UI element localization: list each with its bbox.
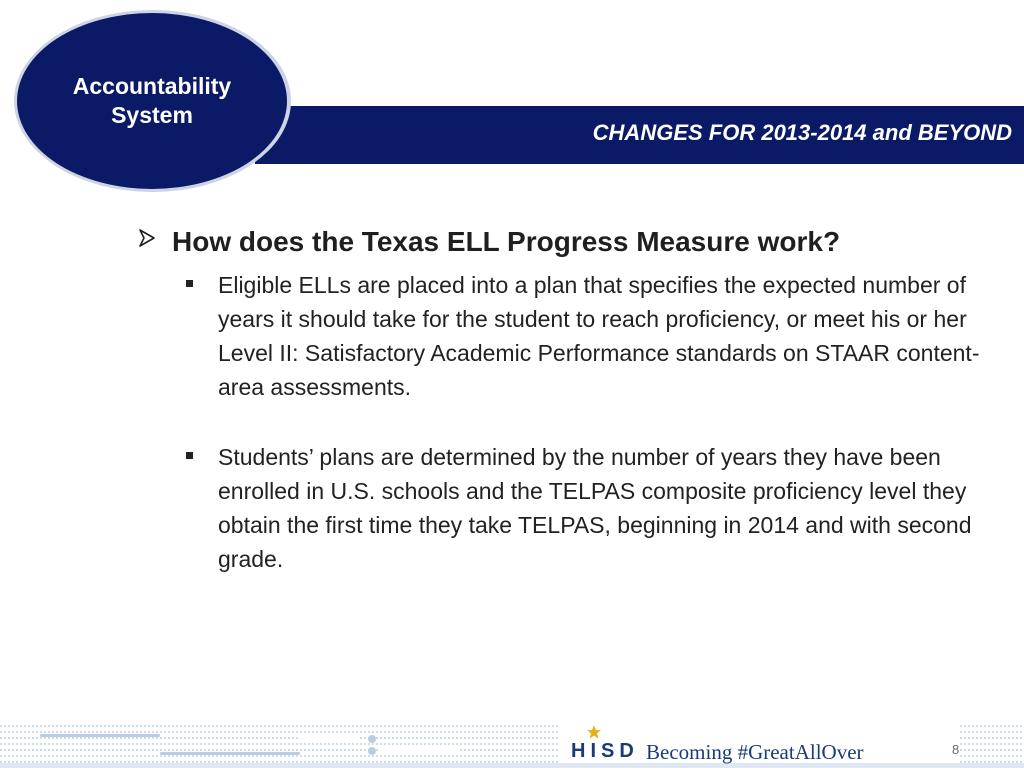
square-bullet-icon: [186, 280, 193, 287]
arrow-bullet-icon: [136, 227, 158, 249]
badge-title-line1: Accountability: [72, 73, 232, 99]
bullet-text: Eligible ELLs are placed into a plan that specifies the expected number of years it should take for the student to reach proficiency, or meet his or her Level II: Satisfactory Academic Performance standards on STAAR content-area assessments.: [218, 272, 980, 400]
bullet-list: [134, 268, 1014, 576]
star-icon: [586, 724, 602, 740]
badge-title: [17, 72, 287, 130]
bullet-item: [134, 268, 1014, 404]
page-number: 8: [952, 742, 960, 757]
badge-title-line2: System: [111, 102, 193, 128]
bullet-text: Students’ plans are determined by the number of years they have been enrolled in U.S. schools and the TELPAS composite proficiency level they obtain the first time they take TELPAS, beginning in 2014 and with second grade.: [218, 444, 972, 572]
header-band: [255, 106, 1024, 164]
bullet-item: [134, 440, 1014, 576]
footer-stripes: [0, 722, 1024, 768]
hisd-logo: HISD: [571, 740, 639, 762]
footer-line: [0, 763, 1024, 768]
question-heading: How does the Texas ELL Progress Measure work?: [172, 226, 841, 257]
header-title: CHANGES FOR 2013-2014 and BEYOND: [592, 120, 1012, 145]
question-row: [134, 222, 1014, 262]
footer-tagline: Becoming #GreatAllOver: [646, 740, 864, 764]
slide-content: [134, 222, 1014, 576]
square-bullet-icon: [186, 452, 193, 459]
